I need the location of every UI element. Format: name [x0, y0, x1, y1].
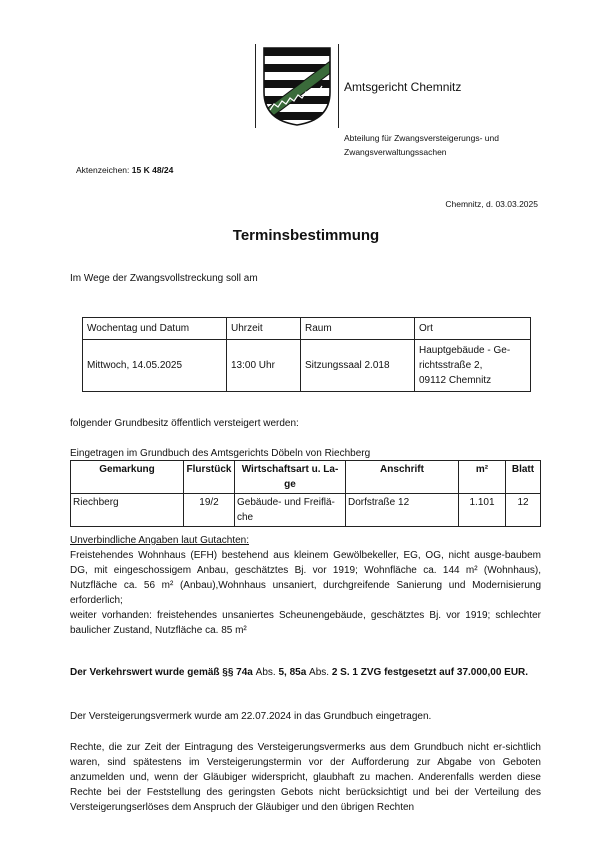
header-gemarkung: Gemarkung: [71, 461, 184, 494]
header-cell: Uhrzeit: [227, 318, 301, 340]
header-divider-right: [338, 44, 339, 128]
cell-flurstueck: 19/2: [184, 494, 235, 527]
header-blatt: Blatt: [506, 461, 541, 494]
cell-gemarkung: Riechberg: [71, 494, 184, 527]
header-divider-left: [255, 44, 256, 128]
intro-text: Im Wege der Zwangsvollstreckung soll am: [70, 273, 258, 284]
place-line-1: Hauptgebäude - Ge-: [419, 345, 511, 356]
gutachten-section: [70, 533, 541, 638]
register-caption: Eingetragen im Grundbuch des Amtsgerichts Döbeln von Riechberg: [70, 448, 371, 459]
case-number: [76, 165, 173, 175]
appointment-place: [415, 340, 531, 392]
gutachten-text-1: Freistehendes Wohnhaus (EFH) bestehend aus kleinem Gewölbekeller, EG, OG, nicht ausge-baubem DG, mit eingeschossigem Anbau, geschätztes Bj. vor 1919; Wohnfläche ca. 144 m² (Wohnhaus), Nutzfläche ca. 56 m² (Anbau),Wohnhaus unsaniert, durchgreifende Sanierung und Modernisierung erforderlich;: [70, 550, 541, 606]
cell-art-line-1: Gebäude- und Freiflä-: [237, 497, 335, 508]
verkehrswert-part-2: Abs.: [255, 667, 276, 678]
header-art: [235, 461, 346, 494]
verkehrswert-part-3: 5, 85a: [278, 667, 307, 678]
cell-m2: 1.101: [459, 494, 506, 527]
place-date: Chemnitz, d. 03.03.2025: [445, 199, 538, 209]
property-header-row: [71, 461, 541, 494]
header-m2: m²: [459, 461, 506, 494]
header-cell: Wochentag und Datum: [83, 318, 227, 340]
verkehrswert-statement: [70, 665, 541, 680]
appointment-room: Sitzungssaal 2.018: [301, 340, 415, 392]
verkehrswert-part-1: Der Verkehrswert wurde gemäß §§ 74a: [70, 667, 253, 678]
cell-blatt: 12: [506, 494, 541, 527]
verkehrswert-amount: 37.000,00 EUR.: [456, 667, 529, 678]
page-title: Terminsbestimmung: [232, 227, 380, 244]
rechte-text: Rechte, die zur Zeit der Eintragung des Versteigerungsvermerks aus dem Grundbuch nicht er-sichtlich waren, sind spätestens im Versteigerungstermin vor der Aufforderung zur Abgabe von Geboten anzumelden und, wenn der Gläubiger widerspricht, glaubhaft zu machen. Anderenfalls werden diese Rechte bei der Feststellung des geringsten Gebots nicht berücksichtigt und bei der Verteilung des Versteigerungserlöses dem Anspruch der Gläubiger und den übrigen Rechten: [70, 742, 541, 813]
department-line-2: Zwangsverwaltungssachen: [344, 147, 447, 157]
header-flurstueck: Flurstück: [184, 461, 235, 494]
gutachten-text-2: weiter vorhanden: freistehendes unsaniertes Scheunengebäude, geschätztes Bj. vor 1919; schlechter baulicher Zustand, Nutzfläche ca. 85 m²: [70, 610, 541, 636]
verkehrswert-part-5: 2 S. 1 ZVG festgesetzt auf: [331, 667, 455, 678]
property-row: [71, 494, 541, 527]
place-line-3: 09112 Chemnitz: [419, 375, 492, 386]
header-anschrift: Anschrift: [346, 461, 459, 494]
appointment-time: 13:00 Uhr: [227, 340, 301, 392]
department-line-1: Abteilung für Zwangsversteigerungs- und: [344, 133, 499, 143]
cell-anschrift: Dorfstraße 12: [346, 494, 459, 527]
gutachten-heading: Unverbindliche Angaben laut Gutachten:: [70, 535, 250, 546]
saxony-coat-of-arms-icon: [262, 46, 332, 126]
vermerk-text: Der Versteigerungsvermerk wurde am 22.07.2024 in das Grundbuch eingetragen.: [70, 711, 432, 722]
appointment-header-row: [83, 318, 531, 340]
appointment-table: [82, 317, 531, 392]
property-table: [70, 460, 541, 527]
court-name: Amtsgericht Chemnitz: [344, 80, 462, 94]
appointment-row: [83, 340, 531, 392]
header-cell: Ort: [415, 318, 531, 340]
auction-text: folgender Grundbesitz öffentlich versteigert werden:: [70, 418, 299, 429]
header-cell: Raum: [301, 318, 415, 340]
cell-art-line-2: che: [237, 512, 254, 523]
case-number-value: 15 K 48/24: [131, 165, 174, 175]
cell-art: [235, 494, 346, 527]
place-line-2: richtsstraße 2,: [419, 360, 483, 371]
verkehrswert-part-4: Abs.: [309, 667, 330, 678]
header-art-line-1: Wirtschaftsart u. La-: [241, 464, 339, 475]
header-art-line-2: ge: [284, 479, 296, 490]
case-number-label: Aktenzeichen:: [76, 165, 130, 175]
appointment-date: Mittwoch, 14.05.2025: [83, 340, 227, 392]
